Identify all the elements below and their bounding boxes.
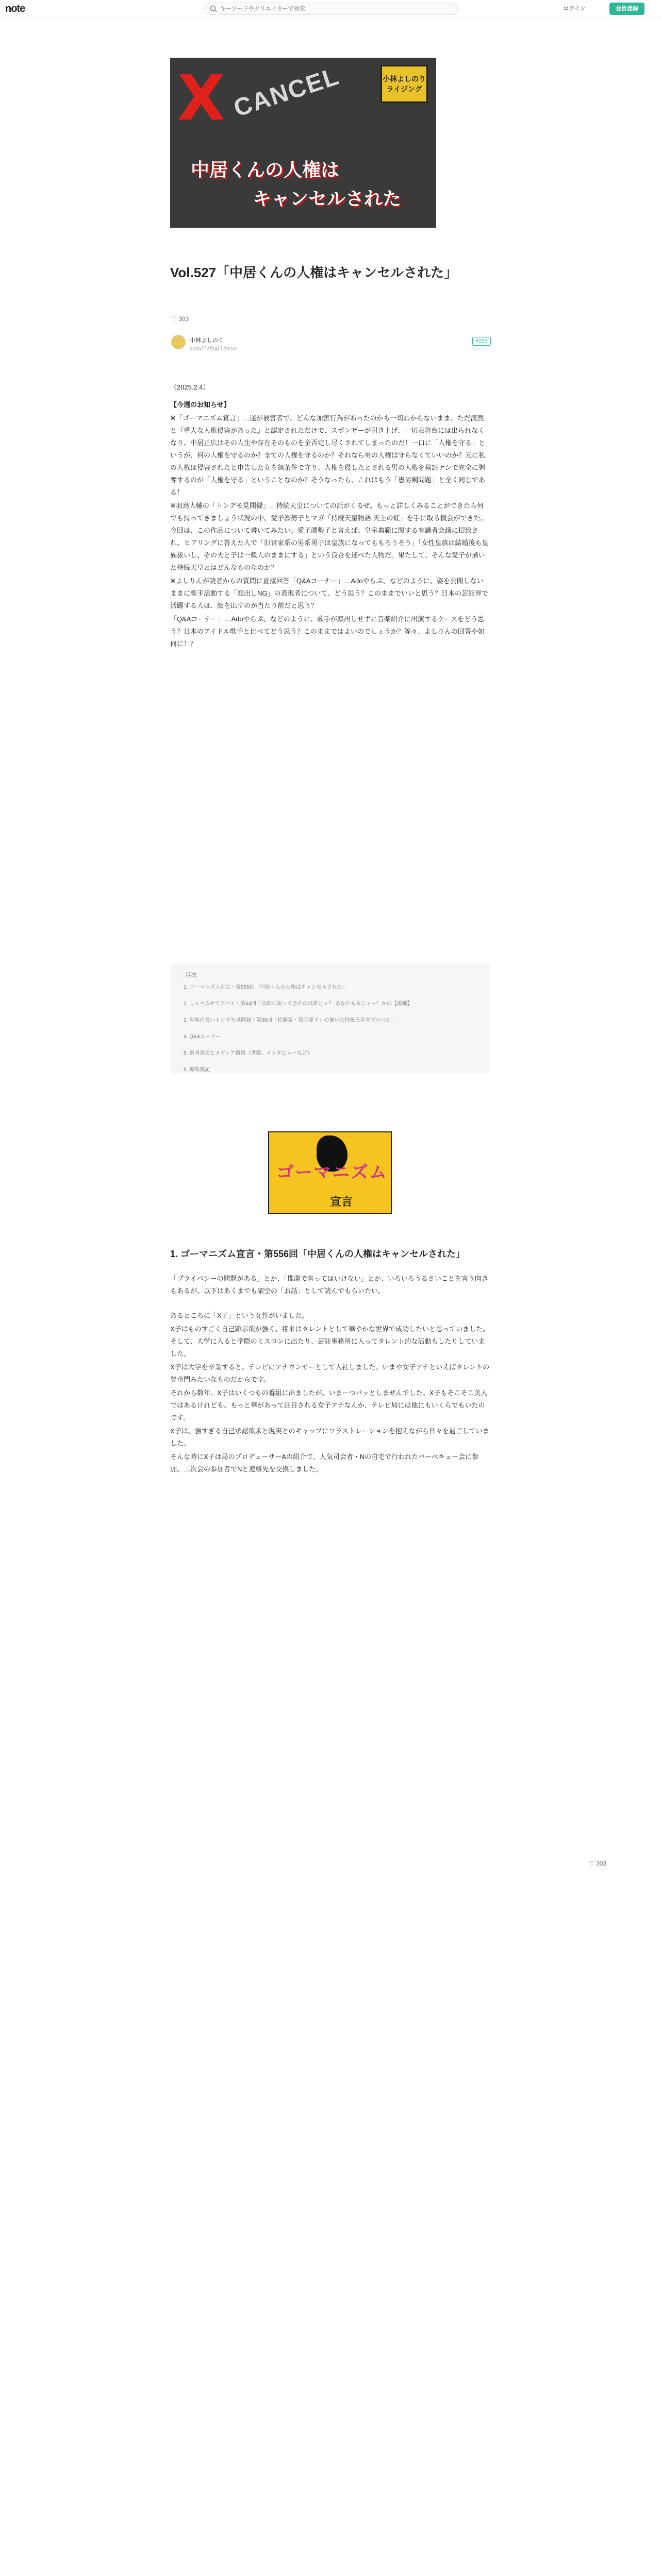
likes-count[interactable] bbox=[171, 315, 189, 323]
hero-title-line2: キャンセルされた bbox=[253, 188, 402, 209]
article-body bbox=[170, 1273, 490, 1477]
table-of-contents bbox=[170, 963, 490, 1074]
search-icon bbox=[210, 5, 217, 12]
paragraph: 「Q&Aコーナー」…Adoやらぷ、などのように、歌手が顔出しせずに音楽紹介に出演するケースをどう思う？日本のアイドル歌手と比べてどう思う？このままではよいのでしょうか？等々、よしりんの回答や如何に！？ bbox=[170, 615, 485, 648]
note-logo[interactable]: note bbox=[5, 3, 25, 14]
paragraph: 【今週のお知らせ】 bbox=[170, 401, 230, 409]
hero-cancel-stamp: CANCEL bbox=[230, 62, 343, 123]
paragraph: ※「ゴーマニズム宣言」…遂が被害者で、どんな加害行為があったのかも一切わからないまま、ただ漠然と『重大な人権侵害があった』と認定されただけで、スポンサーが引き上げ、一切表舞台には出られなくなり、中居正広はその人生や存在そのものを全否定し尽くされてしまったのだ！一口に「人権を守る」というが、何の人権を守るのか？全ての人権を守るのか？それなら男の人権は守らなくていいのか？元に私の人権は侵害されたと申告した女を無条件で守り、人権を侵したとされる男の人権を検証ナシで完全に剥奪するのが「人権を守る」ということなのか？そうなったら、これはもう「愚劣鋼問題」と全く同じである！ bbox=[170, 414, 486, 496]
search-bar[interactable] bbox=[204, 3, 458, 15]
paragraph: X子は大学を卒業すると、テレビにアナウンサーとして入社しました。いまや女子アナといえばタレントの登竜門みたいなものだからです。 bbox=[170, 1363, 490, 1383]
hero-image bbox=[170, 58, 436, 228]
hero-title-line1: 中居くんの人権は bbox=[191, 159, 340, 180]
paragraph: 「プライバシーの問題がある」とか、「推測で言ってはいけない」とか、いろいろうるさいことを言う向きもあるが、以下はあくまでも架空の「お話」として読んでもらいたい。 bbox=[170, 1275, 488, 1295]
gomanism-sub: 宣言 bbox=[330, 1195, 353, 1208]
floating-like[interactable]: ♡ 303 bbox=[589, 1860, 607, 1867]
paragraph: ※羽鳥大輔の「トンデモ見聞録」…持続天皇についての話がくるぜ。もっと詳しくみることができたら何でも持ってきましょう状況の中、愛子漂勢子とマガ「持続天皇物語 天上の虹」を手に取る機会ができた。今回は、この作品について書いてみたい。愛子漂勢子と言えば、皇室典範に関する有識者会議に招致され、ヒアリングに答えた人で「旧宮家系の男系男子は皇族になってももろうそう」「女性皇族は結婚後も皇族扱いし、その夫と子は一般人のままにする」という良否を述べた人物だ。果たして、そんな愛子が描いた持続天皇とはどんなものなのか？ bbox=[170, 502, 489, 571]
toc-item[interactable]: 3. 皇族の長いトンデモ見聞録・第38回「佐藤家・第宗愛子」の描いた持統天皇ダブルバカ」 bbox=[184, 1018, 396, 1023]
toc-item[interactable]: 4. Q&Aコーナー bbox=[184, 1034, 221, 1040]
paragraph: それから数年、X子はいくつもの番組に出ましたが、いまーつパッとしませんでした。X子もそこそこ美人ではあるけれども、もっと華があって注目される女子アナなんか、テレビ局には他にもいくらでもいたのです。 bbox=[170, 1389, 488, 1421]
heart-icon: ♡ bbox=[589, 1860, 594, 1867]
gomanism-image bbox=[268, 1131, 392, 1214]
toc-item[interactable]: 1. ゴーマニズム宣言・第556回「中居くんの人権はキャンセルされた」 bbox=[184, 985, 347, 990]
section-heading: 1. ゴーマニズム宣言・第556回「中居くんの人権はキャンセルされた」 bbox=[170, 1249, 466, 1259]
paragraph: そんな時にX子は局のプロデューサーAの紹介で、人気司会者・Nの自宅で行われたバーベキュー会に参加。二次会の参加者でNと連絡先を交換しました。 bbox=[170, 1453, 479, 1473]
toc-item[interactable]: 2. しゃべらせてアバイ・第44回「次郎に戻ってきたのは誰じゃ？ あなたも本じゃー！かの【後編】 bbox=[184, 1001, 412, 1007]
gomanism-title: ゴーマニズム bbox=[276, 1163, 388, 1182]
price-badge: ¥250 bbox=[472, 337, 491, 346]
search-input[interactable] bbox=[220, 4, 447, 13]
heart-icon: ♡ bbox=[171, 315, 177, 323]
publish-date: 2025年2月4日 19:52 bbox=[190, 346, 237, 352]
paragraph: ※よしりんが読者からの質問に直接回答「Q&Aコーナー」…Adoやらぷ、などのように、姿を公開しないままに歌手活動する「顔出しNG」の表現者について、どう思う？このままでいいと思う？日本の芸能界で活躍する人は、顔を出すのが当たり前だと思う？ bbox=[170, 577, 488, 609]
login-link[interactable]: ログイン bbox=[563, 6, 586, 12]
article-title: Vol.527「中居くんの人権はキャンセルされた」 bbox=[170, 265, 458, 280]
avatar[interactable] bbox=[171, 335, 186, 349]
author-row bbox=[171, 335, 491, 355]
top-header bbox=[0, 0, 662, 18]
paragraph: X子は、強すぎる自己承認欲求と現実とのギャップにフラストレーションを抱えながら日々を過ごしていました。 bbox=[170, 1427, 489, 1447]
signup-button[interactable]: 会員登録 bbox=[609, 3, 644, 15]
paragraph: X子はものすごく自己顕示欲が強く、将来はタレントとして華やかな世界で成功したいと思っていました。そして、大学に入ると学際のミスコンに出たり、芸能事務所に入ってタレント的な活動もしたりしていました。 bbox=[170, 1325, 490, 1358]
hero-x: X bbox=[177, 63, 225, 134]
toc-item[interactable]: 6. 編集後記 bbox=[184, 1067, 210, 1073]
author-name[interactable]: 小林よしのり bbox=[190, 337, 224, 344]
intro-notices bbox=[170, 381, 490, 651]
paragraph: あるところに「X子」という女性がいました。 bbox=[170, 1312, 309, 1319]
likes-count-value: 303 bbox=[178, 315, 189, 323]
toc-item[interactable]: 5. 新刊発売とメディア情報（書籍、インタビューなど） bbox=[184, 1050, 312, 1056]
hero-badge: 小林よしのり ライジング bbox=[380, 65, 428, 103]
paragraph: （2025.2.4） bbox=[170, 383, 210, 391]
toc-heading[interactable]: ≡ 目次 bbox=[180, 972, 197, 978]
